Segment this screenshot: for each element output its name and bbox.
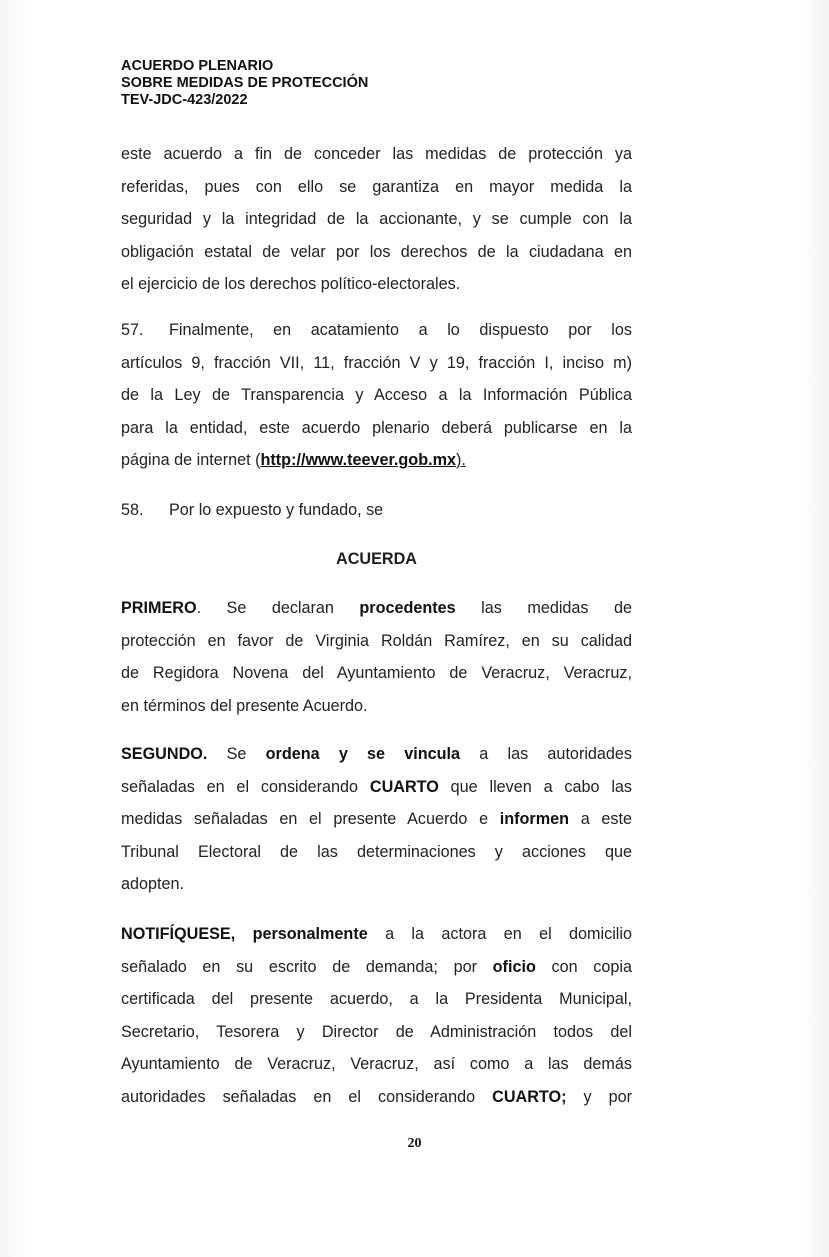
text-line: en términos del presente Acuerdo. — [121, 696, 368, 715]
header-title: ACUERDO PLENARIO — [121, 58, 274, 74]
text-line: obligación estatal de velar por los derechos de la ciudadana en — [121, 242, 632, 261]
text-line — [121, 494, 632, 527]
text-line — [121, 444, 632, 477]
text-line: este acuerdo a fin de conceder las medidas de protección ya — [121, 145, 632, 163]
text-segment: que lleven a cabo las — [450, 777, 633, 796]
bold-text: informen — [499, 810, 570, 829]
text-segment: página de internet ( — [121, 451, 261, 470]
text-line — [121, 771, 632, 804]
bold-text: CUARTO — [369, 777, 439, 796]
text-line: referidas, pues con ello se garantiza en mayor medida la — [121, 177, 632, 196]
text-line — [121, 803, 632, 836]
text-line: Ayuntamiento de Veracruz, Veracruz, así como a las demás — [121, 1055, 632, 1074]
text-segment: y por — [583, 1087, 632, 1106]
text-segment: señaladas en el considerando — [121, 777, 359, 796]
bold-text: procedentes — [359, 599, 456, 617]
text-line — [121, 918, 632, 951]
text-line: el ejercicio de los derechos político-electorales. — [121, 275, 461, 294]
text-segment: Por lo expuesto y fundado, se — [169, 501, 384, 519]
paragraph-57 — [121, 314, 632, 477]
text-line: certificada del presente acuerdo, a la Presidenta Municipal, — [121, 990, 632, 1009]
page-number: 20 — [407, 1136, 422, 1151]
text-segment: Se — [226, 745, 247, 763]
notification-paragraph — [121, 918, 632, 1114]
bold-text: ordena y se vincula — [265, 745, 461, 763]
resolution-label: SEGUNDO. — [121, 745, 208, 763]
section-heading-acuerda: ACUERDA — [336, 550, 417, 568]
document-header — [121, 58, 368, 109]
text-line — [121, 951, 632, 984]
text-line — [121, 738, 632, 771]
header-subtitle: SOBRE MEDIDAS DE PROTECCIÓN — [121, 75, 369, 91]
text-segment: . Se declaran — [196, 599, 334, 617]
text-line: Secretario, Tesorera y Director de Administración todos del — [121, 1022, 632, 1041]
resolution-label: PRIMERO — [121, 599, 197, 617]
resolution-segundo — [121, 738, 632, 901]
text-segment: autoridades señaladas en el considerando — [121, 1087, 476, 1106]
text-line: protección en favor de Virginia Roldán Ramírez, en su calidad — [121, 631, 632, 650]
website-link[interactable]: http://www.teever.gob.mx — [260, 451, 456, 470]
text-segment: a las autoridades — [479, 745, 633, 763]
text-line — [121, 592, 632, 625]
paragraph-number: 57. — [121, 321, 144, 339]
text-segment: Finalmente, en acatamiento a lo dispuesto por los — [169, 321, 632, 339]
text-segment: con copia — [551, 957, 633, 976]
text-line: de la Ley de Transparencia y Acceso a la Información Pública — [121, 386, 632, 405]
text-line: artículos 9, fracción VII, 11, fracción V y 19, fracción I, inciso m) — [121, 353, 632, 372]
text-segment: a este — [580, 810, 632, 829]
bold-text: CUARTO; — [492, 1087, 567, 1106]
paragraph-continuation — [121, 138, 632, 301]
text-segment: medidas señaladas en el presente Acuerdo e — [121, 810, 489, 829]
text-segment: señalado en su escrito de demanda; por — [121, 957, 477, 976]
text-segment: las medidas de — [481, 599, 632, 617]
bold-text: oficio — [492, 957, 536, 976]
text-line: para la entidad, este acuerdo plenario deberá publicarse en la — [121, 418, 632, 437]
resolution-label: NOTIFÍQUESE, personalmente — [121, 925, 368, 943]
text-line: Tribunal Electoral de las determinaciones y acciones que — [121, 842, 632, 861]
text-line — [121, 1081, 632, 1114]
text-line: seguridad y la integridad de la accionante, y se cumple con la — [121, 210, 632, 229]
paragraph-number: 58. — [121, 501, 144, 519]
paragraph-58 — [121, 494, 632, 527]
text-line: adopten. — [121, 875, 185, 894]
text-segment: a la actora en el domicilio — [385, 925, 632, 943]
text-line — [121, 314, 632, 347]
text-segment: ). — [455, 451, 466, 470]
resolution-primero — [121, 592, 632, 722]
text-line: de Regidora Novena del Ayuntamiento de Veracruz, Veracruz, — [121, 664, 632, 683]
case-number: TEV-JDC-423/2022 — [121, 92, 248, 108]
